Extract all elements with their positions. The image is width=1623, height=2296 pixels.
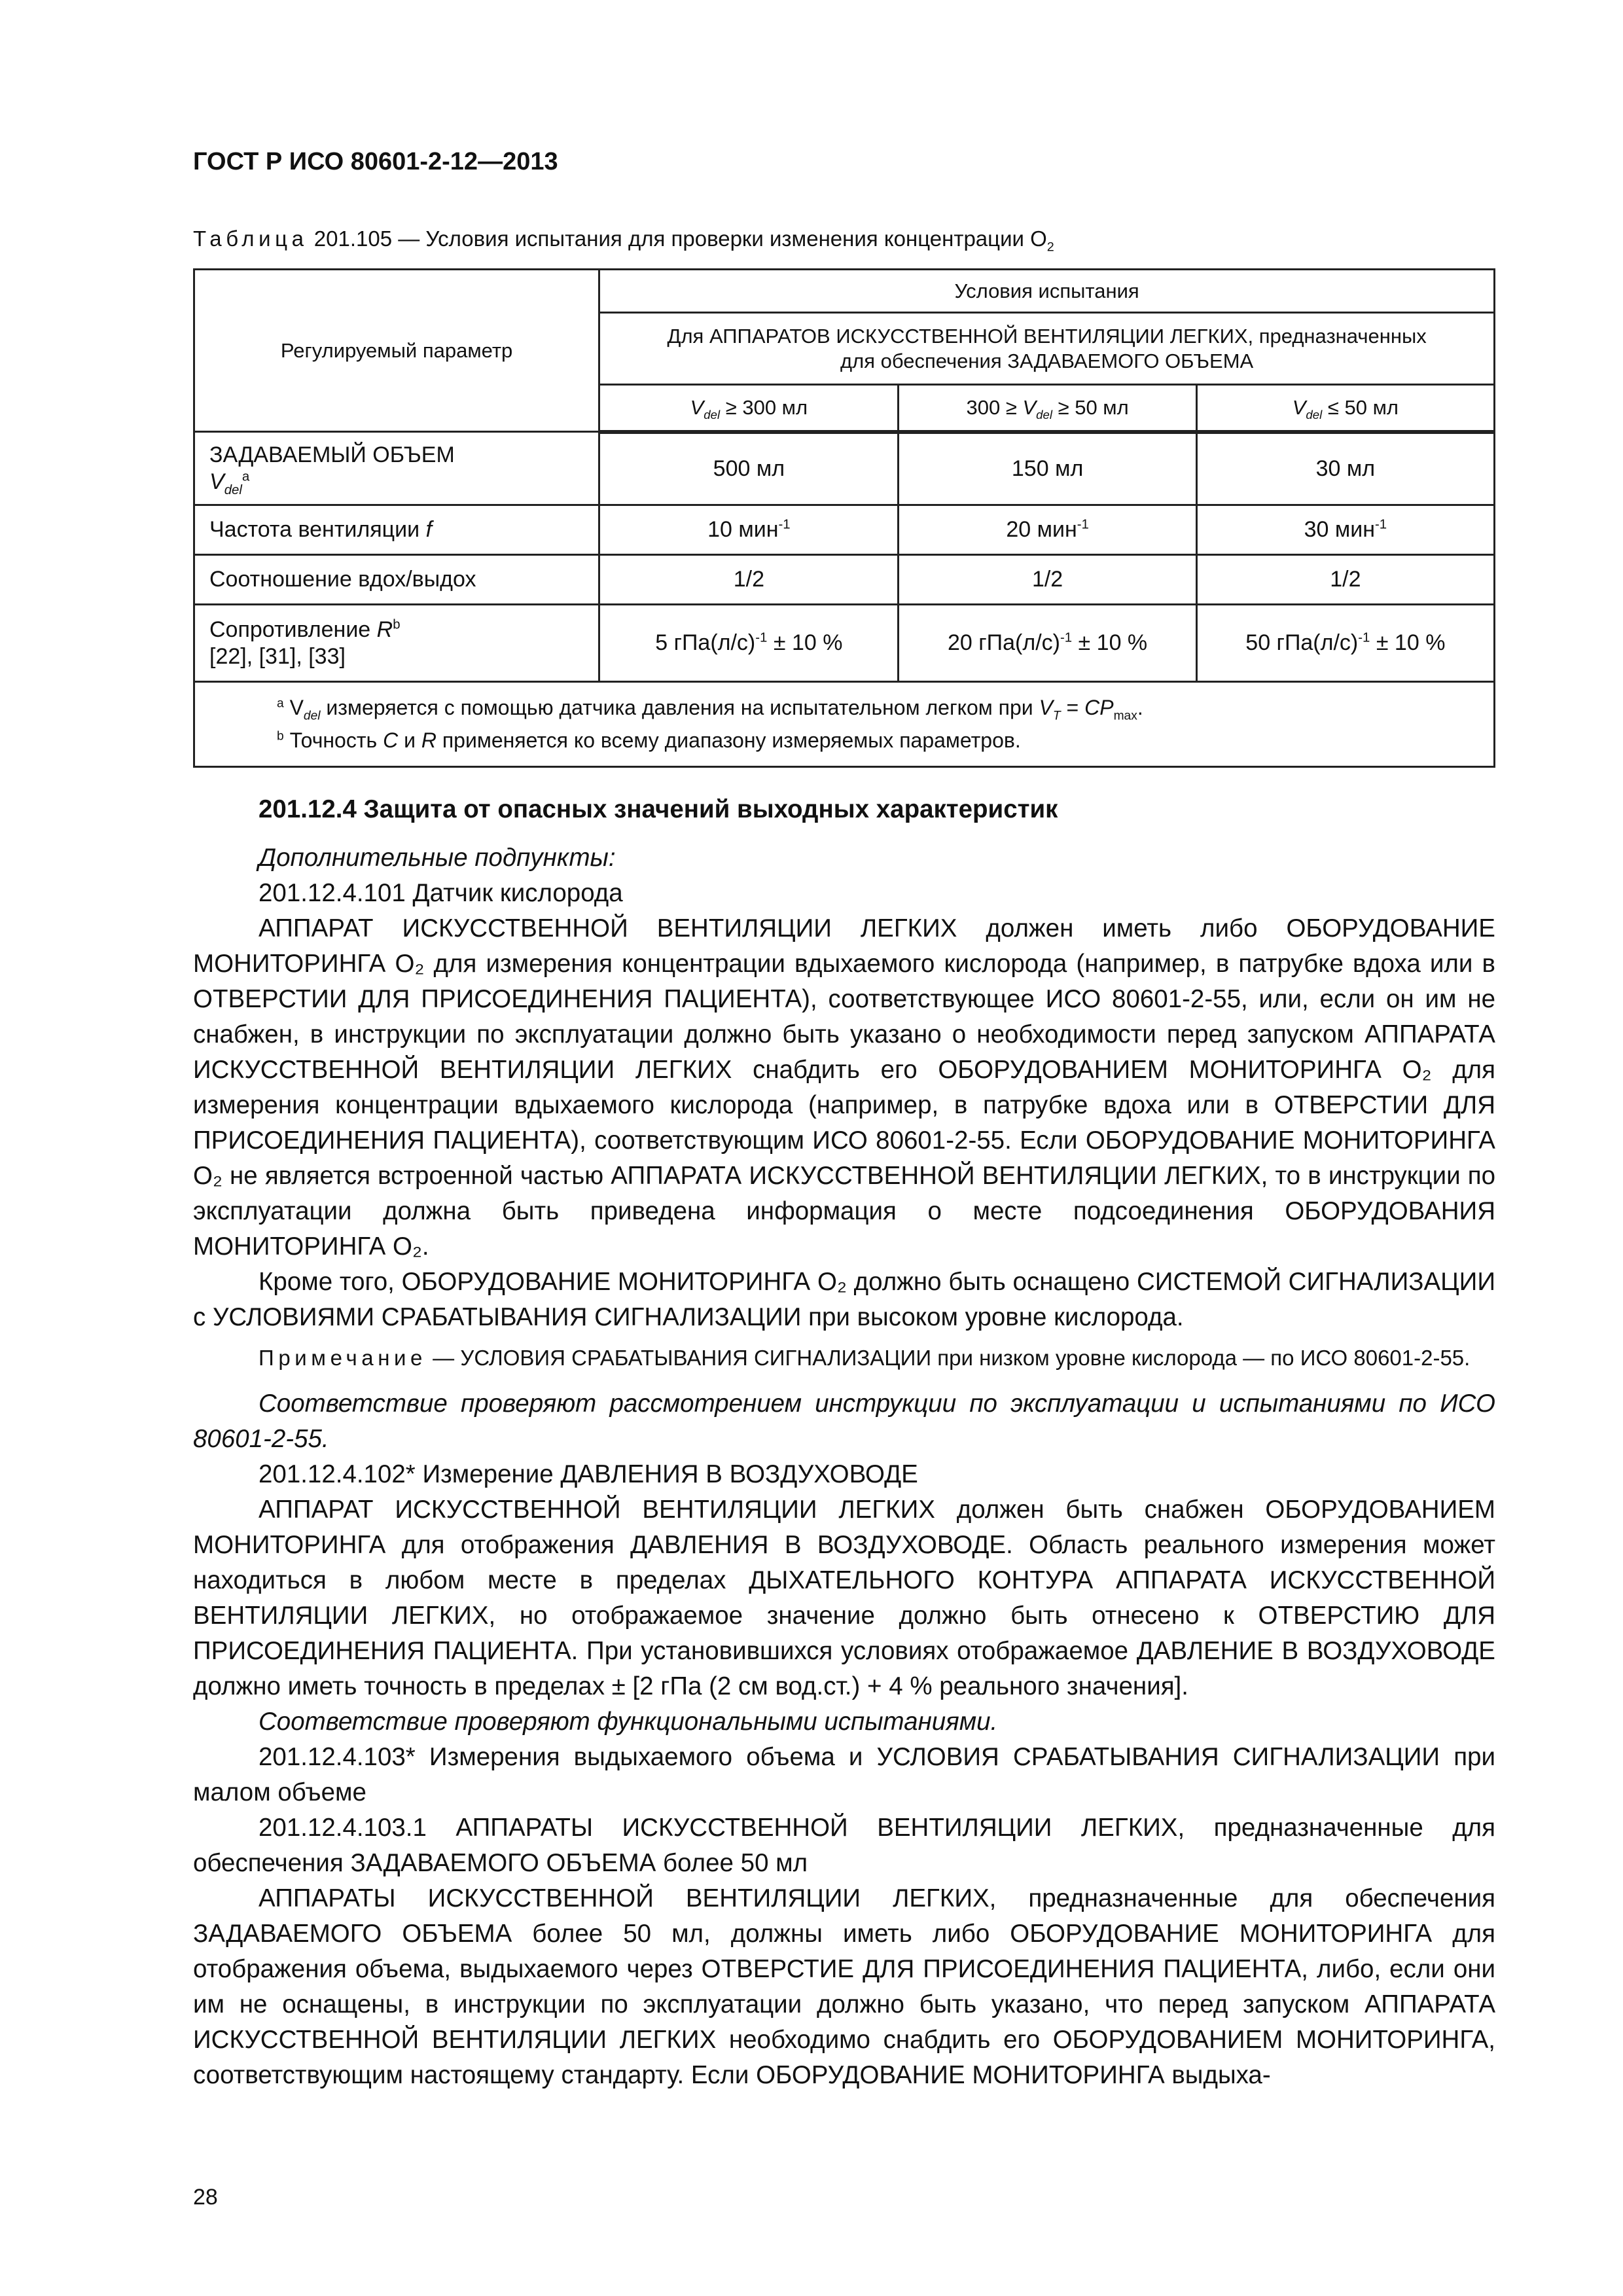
subclause-102-title: 201.12.4.102* Измерение ДАВЛЕНИЯ В ВОЗДУХОВОДЕ	[259, 1460, 918, 1488]
compliance-check-1: Соответствие проверяют рассмотрением инструкции по эксплуатации и испытаниями по ИСО 80601-2-55.	[193, 1390, 1495, 1453]
table-caption-text: 201.105 — Условия испытания для проверки изменения концентрации O	[313, 226, 1047, 251]
header-group-line2: для обеспечения ЗАДАВАЕМОГО ОБЪЕМА	[840, 349, 1254, 372]
subheader-vdel-ge-300: $V_{del} \ge 300$ мл	[599, 385, 899, 432]
cell-frequency-3: 30 мин$^{-1}$	[1196, 505, 1494, 555]
table-row	[194, 605, 1495, 682]
cell-frequency-1: 10 мин$^{-1}$	[599, 505, 899, 555]
subclause-101-title: 201.12.4.101 Датчик кислорода	[259, 879, 623, 907]
cell-ratio-3: 1/2	[1196, 555, 1494, 605]
row-param-ratio: Соотношение вдох/выдох	[194, 555, 599, 605]
table-row	[194, 432, 1495, 505]
additional-subclauses-label: Дополнительные подпункты:	[259, 844, 616, 872]
note: Примечание — УСЛОВИЯ СРАБАТЫВАНИЯ СИГНАЛИЗАЦИИ при низком уровне кислорода — по ИСО 80601-2-55.	[259, 1346, 1471, 1370]
table-caption	[193, 226, 1054, 255]
cell-resistance-3: 50 $гПа(л/с)^{-1} \pm 10$ %	[1196, 605, 1494, 682]
cell-ratio-1: 1/2	[599, 555, 899, 605]
test-conditions-table	[193, 268, 1495, 768]
paragraph-101-1: АППАРАТ ИСКУССТВЕННОЙ ВЕНТИЛЯЦИИ ЛЕГКИХ должен иметь либо ОБОРУДОВАНИЕ МОНИТОРИНГА O₂ для измерения концентрации вдыхаемого кислорода (например, в патрубке вдоха или в ОТВЕРСТИИ ДЛЯ ПРИСОЕДИНЕНИЯ ПАЦИЕНТА), соответствующее ИСО 80601-2-55, или, если он им не снабжен, в инструкции по эксплуатации должно быть указано о необходимости перед запуском АППАРАТА ИСКУССТВЕННОЙ ВЕНТИЛЯЦИИ ЛЕГКИХ снабдить его ОБОРУДОВАНИЕМ МОНИТОРИНГА O₂ для измерения концентрации вдыхаемого кислорода (например, в патрубке вдоха или в ОТВЕРСТИИ ДЛЯ ПРИСОЕДИНЕНИЯ ПАЦИЕНТА), соответствующим ИСО 80601-2-55. Если ОБОРУДОВАНИЕ МОНИТОРИНГА O₂ не является встроенной частью АППАРАТА ИСКУССТВЕННОЙ ВЕНТИЛЯЦИИ ЛЕГКИХ, то в инструкции по эксплуатации должна быть приведена информация о месте подсоединения ОБОРУДОВАНИЯ МОНИТОРИНГА O₂.	[193, 914, 1495, 1261]
row-param-frequency: Частота вентиляции f	[194, 505, 599, 555]
page-number: 28	[193, 2185, 218, 2210]
subclause-103-title: 201.12.4.103* Измерения выдыхаемого объема и УСЛОВИЯ СРАБАТЫВАНИЯ СИГНАЛИЗАЦИИ при малом объеме	[193, 1743, 1495, 1806]
footnote-b: $^b$ Точность C и R применяется ко всему диапазону измеряемых параметров.	[277, 728, 1021, 752]
subheader-vdel-le-50: $V_{del} \le 50$ мл	[1196, 385, 1494, 432]
table-caption-label: Таблица	[193, 226, 308, 251]
row-param-resistance: Сопротивление $R^b$ [22], [31], [33]	[194, 605, 599, 682]
subheader-vdel-300-50: $300 \ge V_{del} \ge 50$ мл	[899, 385, 1196, 432]
table-row	[194, 555, 1495, 605]
standard-designation: ГОСТ Р ИСО 80601-2-12—2013	[193, 148, 558, 175]
cell-volume-2: 150 мл	[899, 432, 1196, 505]
paragraph-102-1: АППАРАТ ИСКУССТВЕННОЙ ВЕНТИЛЯЦИИ ЛЕГКИХ должен быть снабжен ОБОРУДОВАНИЕМ МОНИТОРИНГА для отображения ДАВЛЕНИЯ В ВОЗДУХОВОДЕ. Область реального измерения может находиться в любом месте в пределах ДЫХАТЕЛЬНОГО КОНТУРА АППАРАТА ИСКУССТВЕННОЙ ВЕНТИЛЯЦИИ ЛЕГКИХ, но отображаемое значение должно быть отнесено к ОТВЕРСТИЮ ДЛЯ ПРИСОЕДИНЕНИЯ ПАЦИЕНТА. При установившихся условиях отображаемое ДАВЛЕНИЕ В ВОЗДУХОВОДЕ должно иметь точность в пределах ± [2 гПа (2 см вод.ст.) + 4 % реального значения].	[193, 1496, 1495, 1700]
document-body	[193, 792, 1495, 2093]
cell-frequency-2: 20 мин$^{-1}$	[899, 505, 1196, 555]
section-heading: 201.12.4 Защита от опасных значений выходных характеристик	[259, 795, 1058, 823]
footnote-a: $^a$ $V_{del}$ измеряется с помощью датчика давления на испытательном легком при $V_T = CP_{max}$.	[277, 696, 1143, 723]
cell-resistance-2: 20 $гПа(л/с)^{-1} \pm 10$ %	[899, 605, 1196, 682]
cell-resistance-1: 5 $гПа(л/с)^{-1} \pm 10$ %	[599, 605, 899, 682]
table-footnotes	[194, 682, 1495, 767]
row-param-volume: ЗАДАВАЕМЫЙ ОБЪЕМ $V_{del}^a$	[194, 432, 599, 505]
table-row	[194, 505, 1495, 555]
cell-volume-3: 30 мл	[1196, 432, 1494, 505]
paragraph-101-2: Кроме того, ОБОРУДОВАНИЕ МОНИТОРИНГА O₂ должно быть оснащено СИСТЕМОЙ СИГНАЛИЗАЦИИ с УСЛОВИЯМИ СРАБАТЫВАНИЯ СИГНАЛИЗАЦИИ при высоком уровне кислорода.	[193, 1268, 1495, 1331]
compliance-check-2: Соответствие проверяют функциональными испытаниями.	[259, 1708, 998, 1736]
cell-ratio-2: 1/2	[899, 555, 1196, 605]
header-parameter: Регулируемый параметр	[194, 270, 599, 432]
header-conditions: Условия испытания	[599, 270, 1495, 313]
header-group	[599, 313, 1495, 385]
paragraph-1031-1: АППАРАТЫ ИСКУССТВЕННОЙ ВЕНТИЛЯЦИИ ЛЕГКИХ, предназначенные для обеспечения ЗАДАВАЕМОГО ОБЪЕМА более 50 мл, должны иметь либо ОБОРУДОВАНИЕ МОНИТОРИНГА для отображения объема, выдыхаемого через ОТВЕРСТИЕ ДЛЯ ПРИСОЕДИНЕНИЯ ПАЦИЕНТА, либо, если они им не оснащены, в инструкции по эксплуатации должно быть указано, что перед запуском АППАРАТА ИСКУССТВЕННОЙ ВЕНТИЛЯЦИИ ЛЕГКИХ необходимо снабдить его ОБОРУДОВАНИЕМ МОНИТОРИНГА, соответствующим настоящему стандарту. Если ОБОРУДОВАНИЕ МОНИТОРИНГА выдыха-	[193, 1884, 1495, 2089]
cell-volume-1: 500 мл	[599, 432, 899, 505]
header-group-line1: Для АППАРАТОВ ИСКУССТВЕННОЙ ВЕНТИЛЯЦИИ ЛЕГКИХ, предназначенных	[667, 325, 1427, 348]
subclause-1031-title: 201.12.4.103.1 АППАРАТЫ ИСКУССТВЕННОЙ ВЕНТИЛЯЦИИ ЛЕГКИХ, предназначенные для обеспечения ЗАДАВАЕМОГО ОБЪЕМА более 50 мл	[193, 1814, 1495, 1877]
table-caption-sub: 2	[1046, 240, 1054, 255]
